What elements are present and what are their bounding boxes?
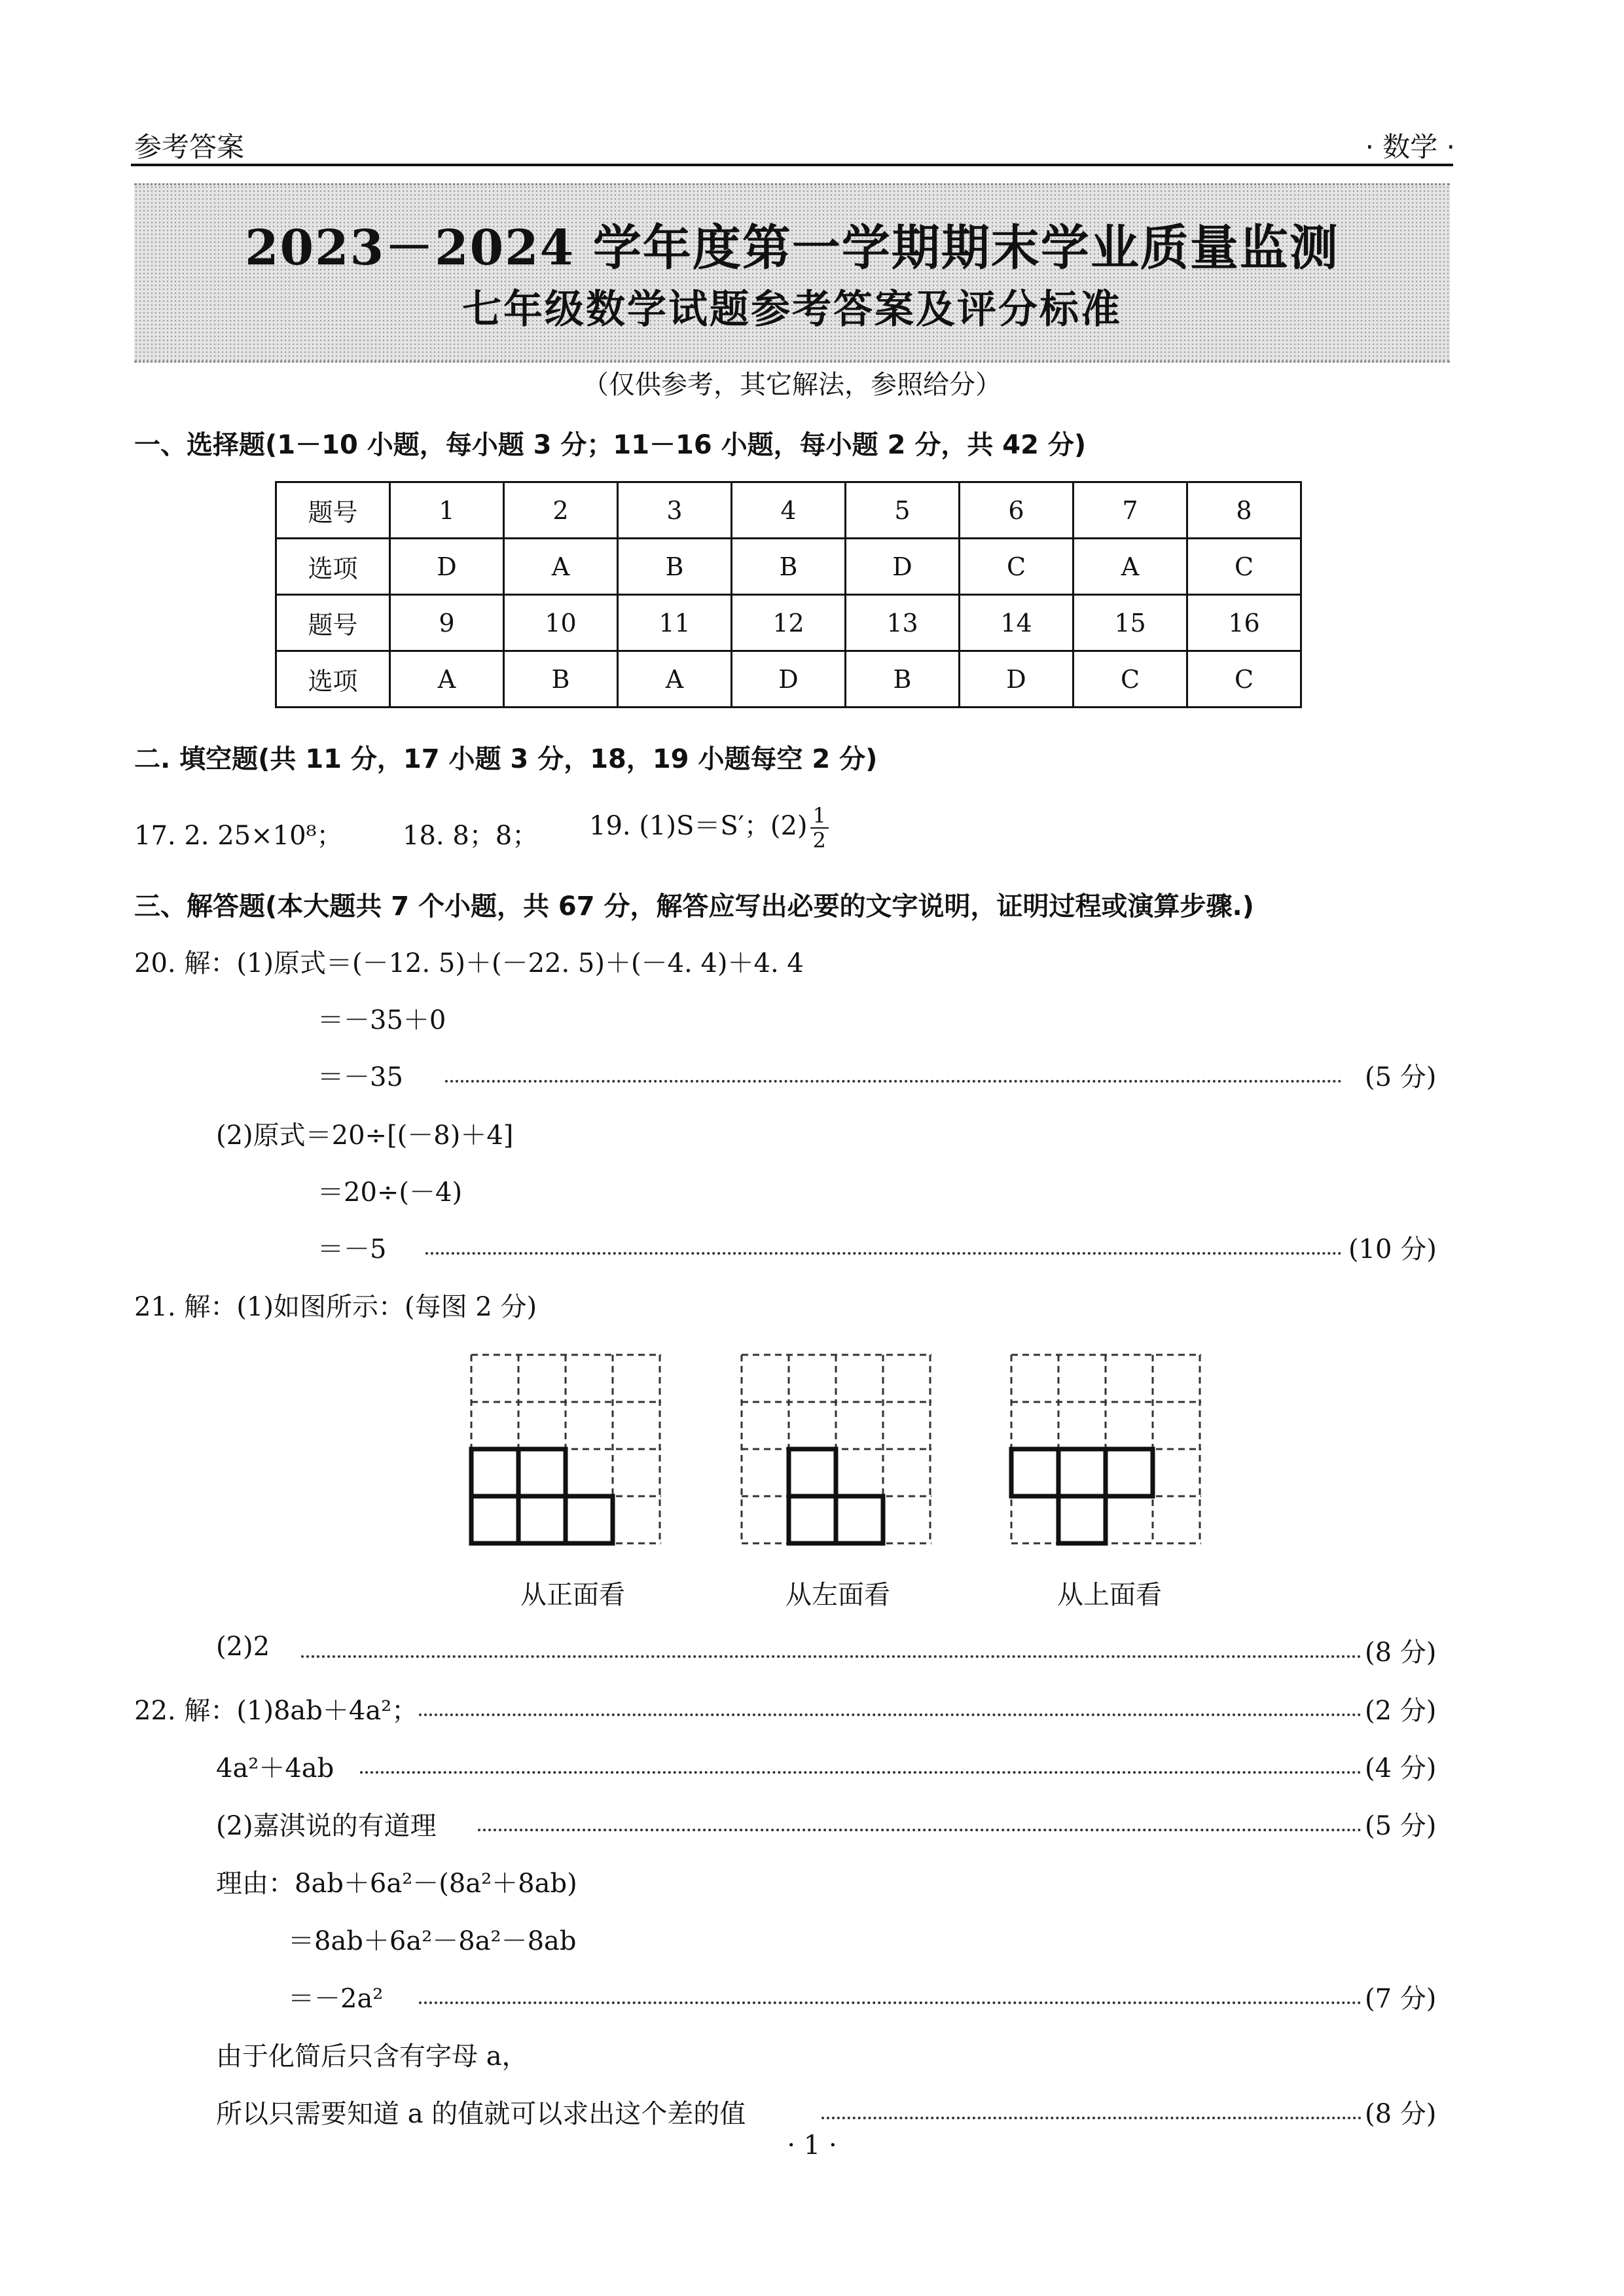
table-cell: 4	[732, 482, 846, 539]
table-cell: 14	[960, 595, 1074, 651]
answer-17: 17. 2. 25×10⁸；	[134, 821, 343, 851]
leader-dots	[360, 1771, 1362, 1774]
q22-line-2: 4a²＋4ab	[216, 1753, 334, 1784]
leader-dots	[445, 1080, 1342, 1083]
q20-line-6: ＝－5	[317, 1234, 387, 1265]
table-cell: B	[846, 651, 960, 708]
header-rule	[131, 164, 1453, 166]
leader-dots	[821, 2117, 1362, 2119]
table-cell: B	[618, 539, 732, 595]
score: (8 分)	[1365, 1638, 1437, 1668]
answer-18: 18. 8；8；	[403, 821, 539, 851]
table-cell: 16	[1187, 595, 1301, 651]
page-number: · 1 ·	[787, 2130, 837, 2161]
table-cell: D	[732, 651, 846, 708]
page-subtitle: 七年级数学试题参考答案及评分标准	[462, 287, 1122, 332]
table-row	[276, 539, 1301, 595]
left-view-caption: 从左面看	[785, 1580, 890, 1610]
table-cell: 1	[390, 482, 504, 539]
table-row	[276, 595, 1301, 651]
table-cell: D	[960, 651, 1074, 708]
top-view-caption: 从上面看	[1057, 1580, 1162, 1610]
table-cell: A	[1074, 539, 1187, 595]
table-row-label: 题号	[276, 595, 390, 651]
table-cell: 8	[1187, 482, 1301, 539]
score: (7 分)	[1365, 1984, 1437, 2014]
table-cell: 2	[504, 482, 618, 539]
header-left-label: 参考答案	[134, 131, 245, 163]
left-view-figure	[738, 1352, 935, 1548]
table-cell: 11	[618, 595, 732, 651]
table-cell: 6	[960, 482, 1074, 539]
table-cell: 3	[618, 482, 732, 539]
q22-line-5: ＝8ab＋6a²－8a²－8ab	[288, 1926, 577, 1956]
q21-line-2: (2)2	[216, 1632, 270, 1662]
table-cell: D	[846, 539, 960, 595]
header-subject-label: · 数学 ·	[1365, 131, 1455, 163]
leader-dots	[425, 1252, 1342, 1255]
table-row-label: 题号	[276, 482, 390, 539]
table-row-label: 选项	[276, 651, 390, 708]
q22-line-6: ＝－2a²	[288, 1984, 384, 2014]
fraction-denominator: 2	[812, 828, 826, 853]
table-cell: B	[504, 651, 618, 708]
answer-19-text: 19. (1)S＝S′；(2)	[589, 811, 808, 841]
q22-line-7: 由于化简后只含有字母 a，	[216, 2041, 528, 2072]
score: (8 分)	[1365, 2099, 1437, 2129]
table-cell: 5	[846, 482, 960, 539]
table-cell: A	[504, 539, 618, 595]
table-cell: C	[960, 539, 1074, 595]
fraction	[810, 804, 829, 852]
table-cell: 7	[1074, 482, 1187, 539]
q20-line-5: ＝20÷(－4)	[317, 1177, 463, 1208]
reference-note: （仅供参考，其它解法，参照给分）	[583, 370, 1001, 400]
answer-19	[589, 804, 829, 852]
table-cell: C	[1074, 651, 1187, 708]
q20-line-4: (2)原式＝20÷[(－8)＋4]	[216, 1121, 514, 1151]
score: (5 分)	[1365, 1062, 1437, 1092]
q20-line-2: ＝－35＋0	[317, 1005, 446, 1035]
section1-heading: 一、选择题(1－10 小题，每小题 3 分；11－16 小题，每小题 2 分，共 42 分)	[134, 430, 1087, 460]
q21-line-1: 21. 解：(1)如图所示：(每图 2 分)	[134, 1292, 537, 1322]
section2-heading: 二. 填空题(共 11 分，17 小题 3 分，18，19 小题每空 2 分)	[134, 744, 878, 774]
table-cell: 15	[1074, 595, 1187, 651]
leader-dots	[301, 1655, 1362, 1658]
q22-line-1: 22. 解：(1)8ab＋4a²；	[134, 1696, 418, 1726]
leader-dots	[419, 2001, 1362, 2004]
q20-line-3: ＝－35	[317, 1062, 403, 1092]
section3-heading: 三、解答题(本大题共 7 个小题，共 67 分，解答应写出必要的文字说明，证明过程或演算步骤.)	[134, 891, 1254, 922]
table-cell: A	[390, 651, 504, 708]
score: (10 分)	[1348, 1234, 1437, 1265]
q22-line-4: 理由：8ab＋6a²－(8a²＋8ab)	[216, 1869, 577, 1899]
front-view-caption: 从正面看	[520, 1580, 625, 1610]
table-row-label: 选项	[276, 539, 390, 595]
table-cell: C	[1187, 539, 1301, 595]
front-view-figure	[468, 1352, 664, 1548]
table-cell: 13	[846, 595, 960, 651]
q20-line-1: 20. 解：(1)原式＝(－12. 5)＋(－22. 5)＋(－4. 4)＋4. 4	[134, 948, 804, 978]
table-cell: 12	[732, 595, 846, 651]
table-row	[276, 482, 1301, 539]
fraction-numerator: 1	[810, 804, 829, 829]
table-row	[276, 651, 1301, 708]
score: (5 分)	[1365, 1811, 1437, 1841]
page-title: 2023－2024 学年度第一学期期末学业质量监测	[245, 220, 1339, 276]
score: (4 分)	[1365, 1753, 1437, 1784]
table-cell: 9	[390, 595, 504, 651]
leader-dots	[419, 1713, 1362, 1716]
q22-line-8: 所以只需要知道 a 的值就可以求出这个差的值	[216, 2099, 746, 2129]
answer-table	[275, 481, 1302, 708]
q22-line-3: (2)嘉淇说的有道理	[216, 1811, 437, 1841]
score: (2 分)	[1365, 1696, 1437, 1726]
table-cell: 10	[504, 595, 618, 651]
top-view-figure	[1008, 1352, 1204, 1548]
leader-dots	[478, 1829, 1362, 1831]
table-cell: A	[618, 651, 732, 708]
table-cell: C	[1187, 651, 1301, 708]
table-cell: B	[732, 539, 846, 595]
table-cell: D	[390, 539, 504, 595]
